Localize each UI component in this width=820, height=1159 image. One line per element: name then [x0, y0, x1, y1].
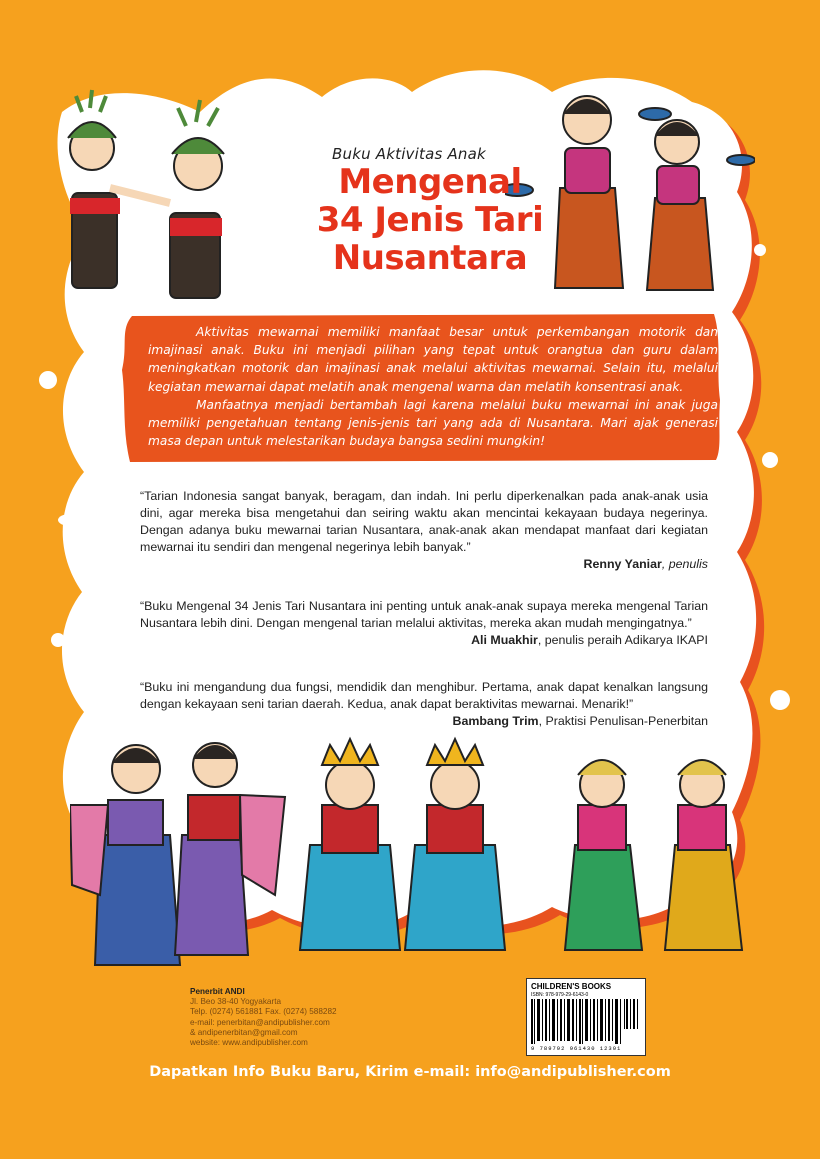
dancer-illustration-top-left: [50, 88, 260, 318]
testimonial-text: “Buku ini mengandung dua fungsi, mendidik dan menghibur. Pertama, anak dapat kenalkan langsung dengan kekayaan seni tarian daerah. Kedua, anak dapat beraktivitas mewarnai. Menarik!”: [140, 680, 708, 711]
barcode-digits: 9 789792 961430 12301: [531, 1045, 622, 1052]
book-title: [300, 163, 560, 277]
title-line-1: Mengenal: [338, 162, 522, 202]
testimonial-author: Bambang Trim: [452, 714, 539, 728]
publisher-email: e-mail: penerbitan@andipublisher.com: [190, 1017, 330, 1027]
title-line-2: 34 Jenis Tari: [316, 200, 544, 240]
barcode-isbn: ISBN: 978-979-29-6143-0: [531, 992, 589, 998]
barcode-category: CHILDREN'S BOOKS: [531, 982, 612, 991]
description-box: [138, 317, 728, 456]
testimonial-1: [140, 488, 708, 573]
publisher-phone: Telp. (0274) 561881 Fax. (0274) 588282: [190, 1007, 337, 1017]
footer-contact: Dapatkan Info Buku Baru, Kirim e-mail: info@andipublisher.com: [149, 1064, 671, 1080]
testimonial-3: [140, 679, 708, 730]
publisher-name: Penerbit ANDI: [190, 987, 245, 996]
testimonial-role: , Praktisi Penulisan-Penerbitan: [538, 714, 708, 728]
book-subtitle: Buku Aktivitas Anak: [332, 145, 486, 163]
publisher-info: [190, 987, 337, 1048]
testimonial-2: [140, 598, 708, 649]
publisher-email-alt: & andipenerbitan@gmail.com: [190, 1027, 298, 1037]
barcode-panel: [526, 978, 646, 1056]
testimonial-attribution: [140, 713, 708, 730]
publisher-website: website: www.andipublisher.com: [190, 1038, 308, 1048]
publisher-address: Jl. Beo 38-40 Yogyakarta: [190, 997, 282, 1007]
testimonial-attribution: [140, 556, 708, 573]
testimonial-author: Renny Yaniar: [583, 557, 662, 571]
testimonial-text: “Tarian Indonesia sangat banyak, beragam, dan indah. Ini perlu diperkenalkan pada anak-anak usia dini, agar mereka bisa mengetahui dan seiring waktu akan mencintai kekayaan budaya negerinya. Dengan adanya buku mewarnai tarian Nusantara, anak-anak akan mendapat manfaat dari kegiatan mewarnai itu sendiri dan mengenal negerinya lebih banyak.”: [140, 489, 708, 554]
title-line-3: Nusantara: [332, 238, 528, 278]
testimonial-author: Ali Muakhir: [471, 633, 538, 647]
testimonial-role: , penulis peraih Adikarya IKAPI: [537, 633, 708, 647]
description-paragraph-1: Aktivitas mewarnai memiliki manfaat besar untuk perkembangan motorik dan imajinasi anak. Buku ini menjadi pilihan yang tepat untuk orangtua dan guru dalam meningkatkan motorik dan imajinasi anak melalui aktivitas mewarnai. Selain itu, melalui kegiatan mewarnai dapat melatih anak mengenal warna dan melatih konsentrasi anak.: [148, 325, 718, 394]
testimonial-role: , penulis: [661, 557, 708, 571]
testimonial-text: “Buku Mengenal 34 Jenis Tari Nusantara ini penting untuk anak-anak supaya mereka mengenal Tarian Nusantara lebih dini. Dengan mengenal tarian melalui aktivitas, mereka akan mudah mengingatnya.”: [140, 599, 708, 630]
description-paragraph-2: Manfaatnya menjadi bertambah lagi karena melalui buku mewarnai ini anak juga memiliki pengetahuan tentang jenis-jenis tari yang ada di Nusantara. Mari ajak generasi masa depan untuk melestarikan budaya bangsa sedini mungkin!: [148, 397, 718, 449]
testimonial-attribution: [140, 632, 708, 649]
barcode-icon: [531, 999, 641, 1044]
dancer-illustration-bottom-row: [70, 725, 750, 970]
